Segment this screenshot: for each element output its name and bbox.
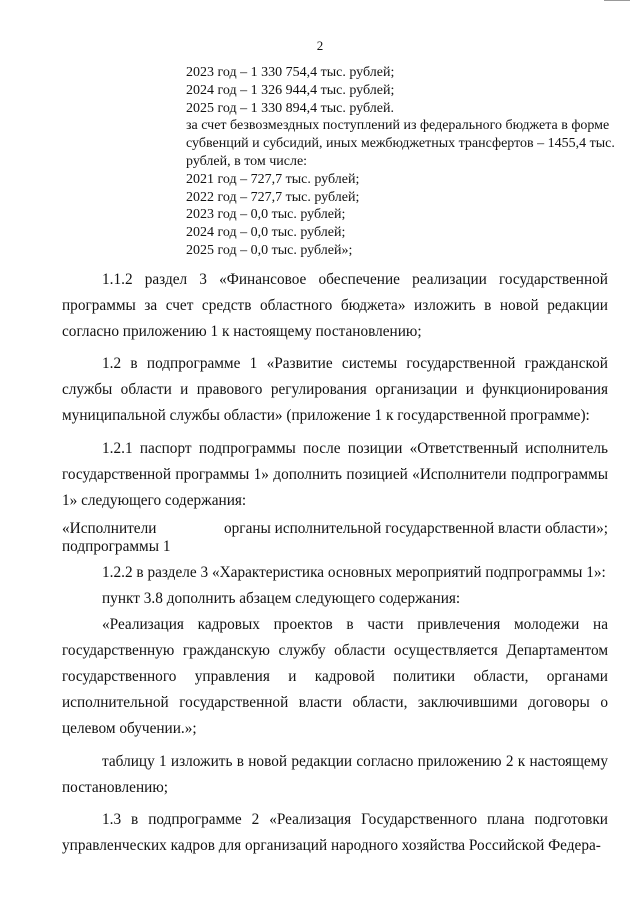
paragraph-1-1-2: 1.1.2 раздел 3 «Финансовое обеспечение реализации государственной программы за счет средств областного бюджета» изложить в новой редакции согласно приложению 1 к настоящему постановлению; <box>62 271 608 341</box>
funding-line: 2024 год – 1 326 944,4 тыс. рублей; <box>186 82 395 98</box>
funding-line: 2025 год – 0,0 тыс. рублей»; <box>186 242 353 258</box>
funding-line: 2025 год – 1 330 894,4 тыс. рублей. <box>186 100 394 116</box>
funding-line: 2023 год – 0,0 тыс. рублей; <box>186 207 346 223</box>
funding-line: 2021 год – 727,7 тыс. рублей; <box>186 171 360 187</box>
paragraph-1-2-1: 1.2.1 паспорт подпрограммы после позиции «Ответственный исполнитель государственной программы 1» дополнить позицией «Исполнители подпрограммы 1» следующего содержания: <box>62 439 608 509</box>
paragraph-3-8: пункт 3.8 дополнить абзацем следующего содержания: <box>102 589 461 607</box>
funding-line: 2024 год – 0,0 тыс. рублей; <box>186 225 346 241</box>
corner-mark <box>604 0 630 4</box>
paragraph-quote: «Реализация кадровых проектов в части привлечения молодежи на государственную гражданскую службу области осуществляется Департаментом государственного управления и кадровой политики области, органами исполнительной государственной власти области, заключившими договоры о целевом обучении.»; <box>62 616 608 738</box>
funding-line: 2023 год – 1 330 754,4 тыс. рублей; <box>186 65 395 80</box>
page-number: 2 <box>316 38 324 53</box>
executors-label: «Исполнители подпрограммы 1 <box>62 519 171 555</box>
paragraph-1-2: 1.2 в подпрограмме 1 «Развитие системы государственной гражданской службы области и правового регулирования организации и функционирования муниципальной службы области» (приложение 1 к государственной программе): <box>62 355 608 425</box>
paragraph-1-2-2: 1.2.2 в разделе 3 «Характеристика основных мероприятий подпрограммы 1»: <box>102 563 606 581</box>
document-body <box>62 267 608 865</box>
federal-funding-intro: за счет безвозмездных поступлений из федерального бюджета в форме субвенций и субсидий, иных межбюджетных трансфертов – 1455,4 тыс. рублей, в том числе: <box>186 118 615 169</box>
paragraph-1-3: 1.3 в подпрограмме 2 «Реализация Государственного плана подготовки управленческих кадров для организаций народного хозяйства Российской Федера- <box>62 810 608 854</box>
funding-block <box>186 64 616 260</box>
paragraph-table-1: таблицу 1 изложить в новой редакции согласно приложению 2 к настоящему постановлению; <box>62 752 608 796</box>
executors-row <box>62 520 608 556</box>
funding-line: 2022 год – 727,7 тыс. рублей; <box>186 189 360 205</box>
executors-value: органы исполнительной государственной власти области»; <box>224 519 608 537</box>
